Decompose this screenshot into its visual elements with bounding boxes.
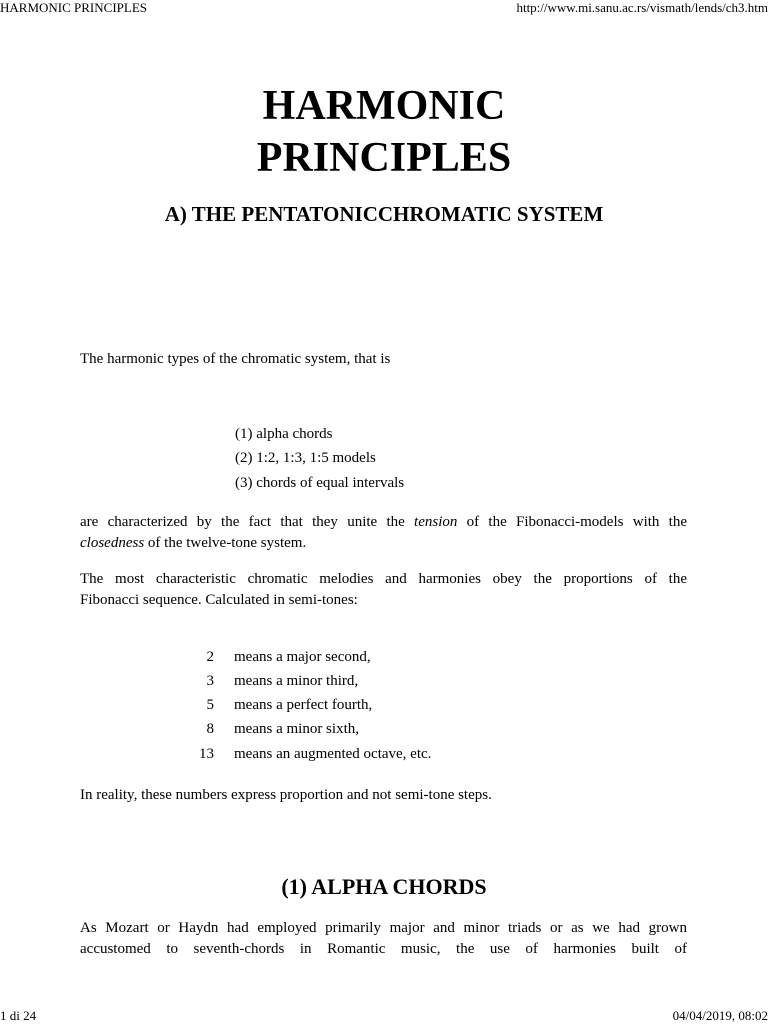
page-subtitle: A) THE PENTATONICCHROMATIC SYSTEM (164, 202, 604, 226)
paragraph-characterized (80, 512, 687, 554)
section-heading-alpha-chords: (1) ALPHA CHORDS (281, 874, 487, 899)
print-footer-page-count: 1 di 24 (0, 1008, 37, 1023)
paragraph-line: The most characteristic chromatic melodies and harmonies obey the proportions of the (80, 571, 687, 587)
type-list-item: (2) 1:2, 1:3, 1:5 models (235, 450, 376, 466)
paragraph-line: Fibonacci sequence. Calculated in semi-tones: (80, 592, 358, 608)
paragraph-line: As Mozart or Haydn had employed primarily major and minor triads or as we had grown (80, 920, 687, 936)
print-footer-timestamp: 04/04/2019, 08:02 (672, 1008, 768, 1023)
paragraph-mozart (80, 918, 687, 960)
type-list-item: (1) alpha chords (235, 426, 333, 442)
text-run: of the twelve-tone system. (144, 535, 307, 551)
text-run: are characterized by the fact that they unite the (80, 514, 415, 530)
paragraph-reality: In reality, these numbers express proportion and not semi-tone steps. (80, 787, 492, 803)
fibonacci-number: 2 (206, 649, 214, 665)
paragraph-fibonacci (80, 569, 687, 611)
text-run: of the Fibonacci-models with the (457, 514, 687, 530)
print-header-url[interactable]: http://www.mi.sanu.ac.rs/vismath/lends/ch3.htm (516, 0, 768, 15)
fibonacci-number: 8 (206, 721, 214, 737)
paragraph-line (80, 512, 687, 533)
fibonacci-number: 13 (199, 746, 214, 762)
paragraph-line: accustomed to seventh-chords in Romantic music, the use of harmonies built of (80, 941, 687, 957)
emphasis-closedness: closedness (80, 535, 145, 551)
fibonacci-meaning: means a perfect fourth, (234, 697, 373, 713)
type-list-item: (3) chords of equal intervals (235, 475, 405, 491)
fibonacci-meaning: means an augmented octave, etc. (234, 746, 432, 762)
fibonacci-meaning: means a minor sixth, (234, 721, 359, 737)
fibonacci-meaning: means a major second, (234, 649, 371, 665)
intro-text: The harmonic types of the chromatic system, that is (80, 351, 391, 367)
print-header-title: HARMONIC PRINCIPLES (0, 0, 147, 15)
paragraph-line (80, 533, 687, 554)
fibonacci-number: 3 (206, 673, 214, 689)
page-title-line-1: HARMONIC (262, 83, 506, 129)
emphasis-tension: tension (414, 514, 458, 530)
fibonacci-number: 5 (206, 697, 214, 713)
page-title-line-2: PRINCIPLES (256, 135, 512, 181)
fibonacci-meaning: means a minor third, (234, 673, 359, 689)
